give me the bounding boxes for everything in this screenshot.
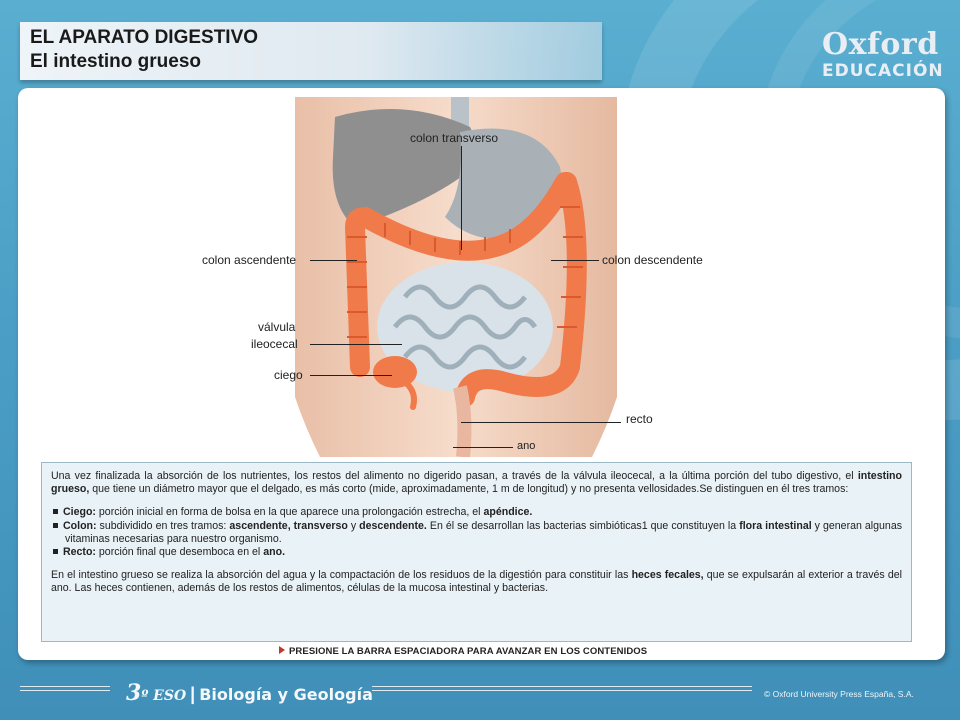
leader-ano [453, 447, 513, 448]
text-bold: Colon: [63, 519, 97, 532]
footer-divider [20, 686, 110, 687]
list-item-ciego [51, 506, 902, 519]
logo-sub: EDUCACIÓN [822, 61, 944, 81]
label-ciego: ciego [274, 368, 303, 382]
text-bold: descendente. [359, 519, 427, 532]
footer-divider [372, 686, 752, 687]
page-title: EL APARATO DIGESTIVO [30, 27, 259, 48]
course-badge [126, 680, 373, 706]
text: y [347, 519, 360, 532]
text: En él se desarrollan las bacterias simbióticas1 que constituyen la [426, 519, 740, 532]
bullet-icon [53, 549, 58, 554]
logo-brand: Oxford [822, 27, 939, 62]
leader-colon-descendente [551, 260, 599, 261]
label-valvula: válvula [258, 320, 296, 334]
leader-recto [461, 422, 621, 423]
page-subtitle: El intestino grueso [30, 51, 202, 72]
course-level: º ESO [141, 688, 187, 704]
oxford-logo [822, 27, 944, 82]
advance-prompt[interactable] [279, 646, 647, 657]
title-box [20, 22, 602, 80]
text: Una vez finalizada la absorción de los nutrientes, los restos del alimento no digerido pasan, a través de la válvula ileocecal, a la última porción del tubo digestivo, el [51, 470, 858, 482]
bullet-icon [53, 523, 58, 528]
text-bold: apéndice. [483, 506, 533, 519]
list-item-colon [51, 520, 902, 546]
text: subdividido en tres tramos: [96, 519, 230, 532]
text: que tiene un diámetro mayor que el delgado, es más corto (mide, aproximadamente, 1 m de longitud) y no presenta vellosidades.Se distinguen en él tres tramos: [89, 483, 849, 496]
text-bold: ano. [263, 546, 286, 559]
footer-divider [20, 690, 110, 691]
text: porción final que desemboca en el [95, 546, 264, 559]
footer-divider [372, 690, 752, 691]
text: En el intestino grueso se realiza la absorción del agua y la compactación de los residuos de la digestión para constituir las [51, 569, 632, 582]
play-arrow-icon [279, 646, 285, 654]
text: que se expulsarán al exterior a través del ano. Las heces contienen, además de los restos de alimentos, células de la mucosa intestinal y bacterias. [51, 569, 903, 595]
course-subject: Biología y Geología [199, 685, 373, 704]
text: y generan algunas vitaminas necesarias para nuestro organismo. [65, 519, 903, 545]
leader-valvula [310, 344, 402, 345]
label-colon-ascendente: colon ascendente [202, 253, 297, 267]
label-colon-transverso: colon transverso [410, 131, 499, 145]
label-recto: recto [626, 412, 653, 426]
label-ileocecal: ileocecal [251, 337, 298, 351]
leader-colon-ascendente [310, 260, 357, 261]
text-bold: Recto: [63, 546, 96, 559]
digestive-system-illustration [295, 97, 617, 457]
prompt-text: PRESIONE LA BARRA ESPACIADORA PARA AVANZAR EN LOS CONTENIDOS [289, 646, 648, 657]
text: porción inicial en forma de bolsa en la que aparece una prolongación estrecha, el [95, 506, 484, 519]
course-separator: | [190, 684, 196, 704]
text-bold: intestino grueso, [51, 470, 902, 496]
text-bold: heces fecales, [631, 569, 704, 582]
content-text-box [41, 462, 912, 642]
copyright: © Oxford University Press España, S.A. [764, 689, 914, 699]
label-colon-descendente: colon descendente [602, 253, 703, 267]
intro-paragraph [51, 470, 902, 496]
bullet-icon [53, 509, 58, 514]
list-item-recto [51, 546, 902, 559]
leader-ciego [310, 375, 392, 376]
course-number: 3 [126, 680, 142, 706]
label-ano: ano [517, 440, 536, 452]
text-bold: ascendente, transverso [229, 519, 348, 532]
text-bold: flora intestinal [739, 519, 812, 532]
leader-colon-transverso [461, 146, 462, 250]
final-paragraph [51, 569, 902, 595]
text-bold: Ciego: [63, 506, 96, 519]
